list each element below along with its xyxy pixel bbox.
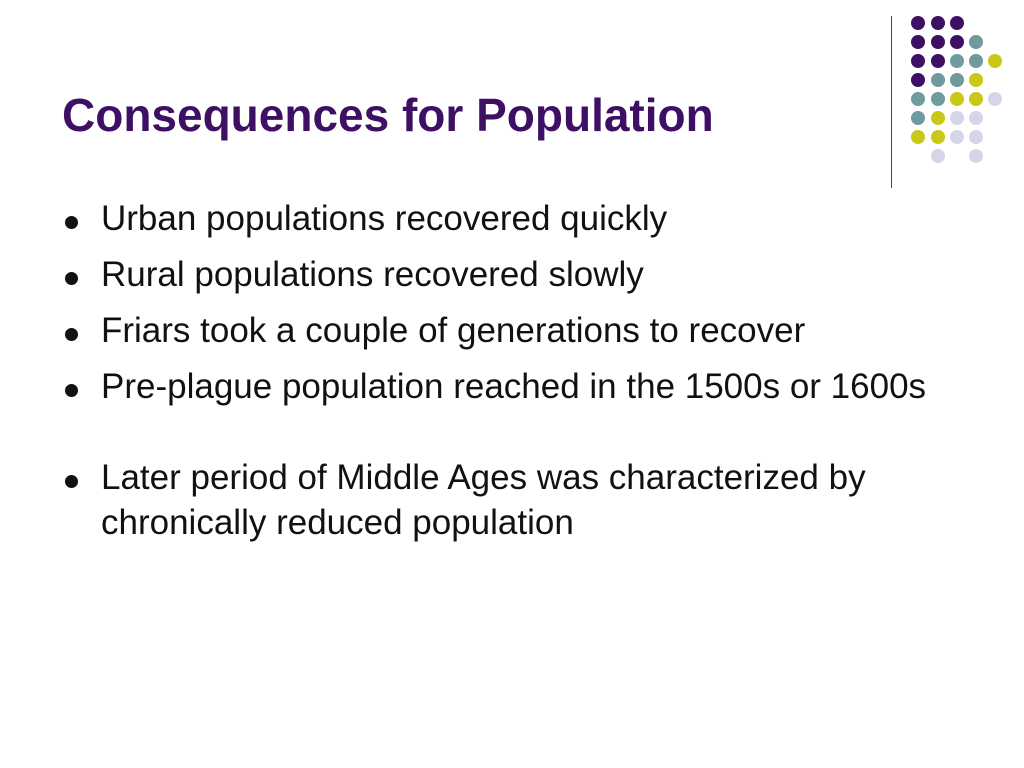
decorative-dot	[950, 16, 964, 30]
bullet-icon	[65, 384, 78, 397]
decorative-dot	[988, 54, 1002, 68]
decorative-dot	[969, 92, 983, 106]
bullet-item	[62, 252, 982, 297]
bullet-icon	[65, 328, 78, 341]
decorative-dot	[950, 35, 964, 49]
decorative-dot	[969, 111, 983, 125]
decorative-dot	[969, 54, 983, 68]
decorative-dot	[931, 130, 945, 144]
decorative-dot	[931, 35, 945, 49]
decorative-dot	[911, 111, 925, 125]
bullet-list	[62, 196, 982, 556]
decorative-dot	[931, 149, 945, 163]
decorative-dot	[969, 149, 983, 163]
decorative-dot	[950, 73, 964, 87]
decorative-dot	[931, 92, 945, 106]
decorative-dot	[950, 130, 964, 144]
decorative-dot	[950, 92, 964, 106]
bullet-item	[62, 455, 982, 545]
decorative-dot	[911, 35, 925, 49]
bullet-text: Rural populations recovered slowly	[101, 255, 644, 294]
decorative-dot	[931, 111, 945, 125]
bullet-icon	[65, 216, 78, 229]
bullet-text: Friars took a couple of generations to recover	[101, 311, 806, 350]
bullet-item	[62, 364, 982, 409]
decorative-dot	[911, 130, 925, 144]
decorative-dot	[931, 73, 945, 87]
bullet-item	[62, 308, 982, 353]
decorative-dot	[911, 16, 925, 30]
bullet-icon	[65, 272, 78, 285]
decorative-dot	[950, 111, 964, 125]
decorative-dot	[911, 54, 925, 68]
bullet-item	[62, 196, 982, 241]
decorative-dot	[969, 130, 983, 144]
bullet-text: Later period of Middle Ages was characterized by chronically reduced population	[101, 458, 866, 542]
decorative-dot	[950, 54, 964, 68]
decorative-dot	[988, 92, 1002, 106]
decorative-dot	[969, 35, 983, 49]
decorative-dot	[911, 92, 925, 106]
slide-title: Consequences for Population	[62, 89, 714, 141]
decorative-dot	[931, 16, 945, 30]
bullet-text: Urban populations recovered quickly	[101, 199, 668, 238]
title-divider-line	[891, 16, 892, 188]
bullet-icon	[65, 475, 78, 488]
bullet-text: Pre-plague population reached in the 1500s or 1600s	[101, 367, 927, 406]
decorative-dot	[931, 54, 945, 68]
decorative-dot	[969, 73, 983, 87]
decorative-dot	[911, 73, 925, 87]
